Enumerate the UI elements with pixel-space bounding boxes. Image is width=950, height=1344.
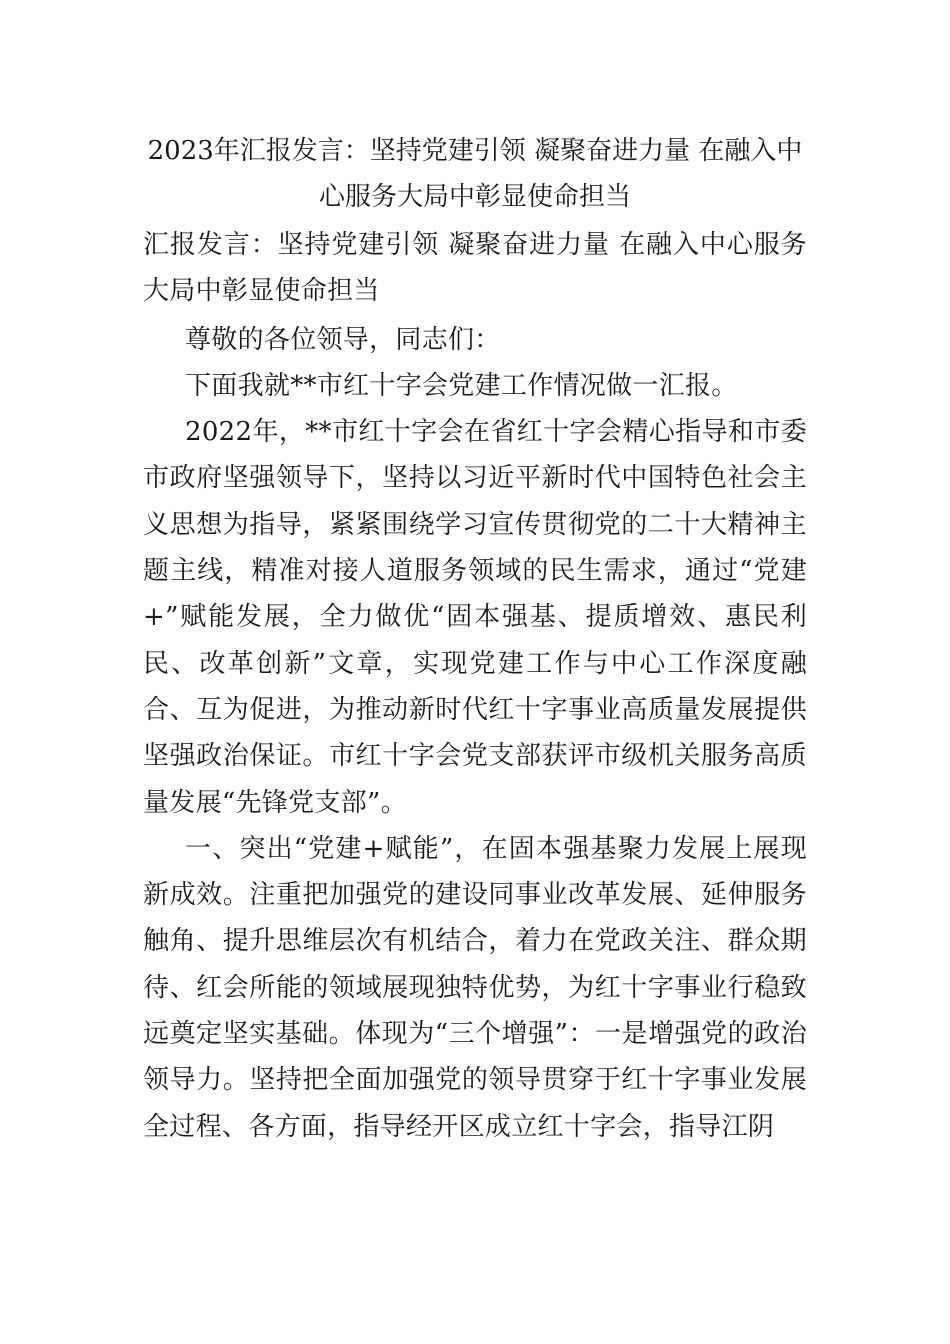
document-subtitle: 汇报发言：坚持党建引领 凝聚奋进力量 在融入中心服务大局中彰显使命担当 bbox=[143, 230, 807, 307]
document-title: 2023年汇报发言：坚持党建引领 凝聚奋进力量 在融入中心服务大局中彰显使命担当 bbox=[147, 136, 803, 212]
paragraph-section-one: 一、突出“党建+赋能”，在固本强基聚力发展上展现新成效。注重把加强党的建设同事业改革发展、延伸服务触角、提升思维层次有机结合，着力在党政关注、群众期待、红会所能的领域展现独特优势，为红十字事业行稳致远奠定坚实基础。体现为“三个增强”：一是增强党的政治领导力。坚持把全面加强党的领导贯穿于红十字事业发展全过程、各方面，指导经开区成立红十字会，指导江阴 bbox=[143, 833, 807, 1142]
greeting: 尊敬的各位领导，同志们： bbox=[185, 324, 501, 355]
document-body bbox=[143, 128, 807, 1150]
paragraph-summary: 2022年，**市红十字会在省红十字会精心指导和市委市政府坚强领导下，坚持以习近平新时代中国特色社会主义思想为指导，紧紧围绕学习宣传贯彻党的二十大精神主题主线，精准对接人道服务领域的民生需求，通过“党建+”赋能发展，全力做优“固本强基、提质增效、惠民利民、改革创新”文章，实现党建工作与中心工作深度融合、互为促进，为推动新时代红十字事业高质量发展提供坚强政治保证。市红十字会党支部获评市级机关服务高质量发展“先锋党支部”。 bbox=[143, 417, 807, 818]
paragraph-intro: 下面我就**市红十字会党建工作情况做一汇报。 bbox=[185, 370, 738, 401]
